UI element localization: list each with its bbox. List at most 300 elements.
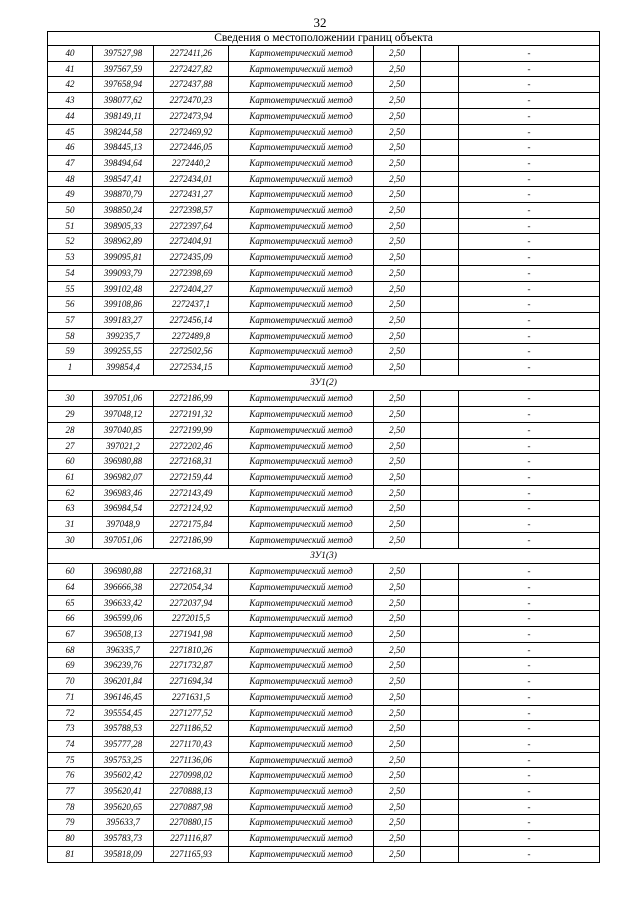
x-coordinate-cell: 397527,98	[93, 46, 154, 62]
accuracy-cell: 2,50	[374, 344, 421, 360]
accuracy-cell: 2,50	[374, 438, 421, 454]
table-row	[48, 108, 600, 124]
point-number-cell: 1	[48, 360, 93, 376]
method-cell: Картометрический метод	[229, 140, 374, 156]
extra-cell	[421, 328, 459, 344]
point-number-cell: 77	[48, 784, 93, 800]
y-coordinate-cell: 2270998,02	[154, 768, 229, 784]
x-coordinate-cell: 399854,4	[93, 360, 154, 376]
point-number-cell: 27	[48, 438, 93, 454]
x-coordinate-cell: 397567,59	[93, 61, 154, 77]
point-number-cell: 60	[48, 454, 93, 470]
extra-cell	[421, 61, 459, 77]
description-cell: -	[459, 77, 600, 93]
x-coordinate-cell: 395620,65	[93, 799, 154, 815]
x-coordinate-cell: 396982,07	[93, 469, 154, 485]
description-cell: -	[459, 517, 600, 533]
description-cell: -	[459, 831, 600, 847]
point-number-cell: 67	[48, 627, 93, 643]
method-cell: Картометрический метод	[229, 438, 374, 454]
extra-cell	[421, 674, 459, 690]
point-number-cell: 79	[48, 815, 93, 831]
y-coordinate-cell: 2272168,31	[154, 564, 229, 580]
point-number-cell: 51	[48, 218, 93, 234]
x-coordinate-cell: 397658,94	[93, 77, 154, 93]
x-coordinate-cell: 396983,46	[93, 485, 154, 501]
description-cell: -	[459, 721, 600, 737]
x-coordinate-cell: 395788,53	[93, 721, 154, 737]
point-number-cell: 72	[48, 705, 93, 721]
table-row	[48, 768, 600, 784]
y-coordinate-cell: 2272489,8	[154, 328, 229, 344]
accuracy-cell: 2,50	[374, 595, 421, 611]
description-cell: -	[459, 250, 600, 266]
table-row	[48, 721, 600, 737]
y-coordinate-cell: 2272470,23	[154, 93, 229, 109]
x-coordinate-cell: 396666,38	[93, 579, 154, 595]
y-coordinate-cell: 2270880,15	[154, 815, 229, 831]
extra-cell	[421, 705, 459, 721]
description-cell: -	[459, 627, 600, 643]
extra-cell	[421, 438, 459, 454]
point-number-cell: 47	[48, 155, 93, 171]
method-cell: Картометрический метод	[229, 736, 374, 752]
x-coordinate-cell: 397051,06	[93, 532, 154, 548]
x-coordinate-cell: 396508,13	[93, 627, 154, 643]
description-cell: -	[459, 595, 600, 611]
method-cell: Картометрический метод	[229, 532, 374, 548]
boundary-coordinates-table	[47, 31, 600, 863]
y-coordinate-cell: 2272143,49	[154, 485, 229, 501]
table-row	[48, 705, 600, 721]
y-coordinate-cell: 2272015,5	[154, 611, 229, 627]
method-cell: Картометрический метод	[229, 344, 374, 360]
table-row	[48, 391, 600, 407]
accuracy-cell: 2,50	[374, 564, 421, 580]
point-number-cell: 73	[48, 721, 93, 737]
table-row	[48, 674, 600, 690]
accuracy-cell: 2,50	[374, 265, 421, 281]
description-cell: -	[459, 203, 600, 219]
extra-cell	[421, 187, 459, 203]
y-coordinate-cell: 2270888,13	[154, 784, 229, 800]
accuracy-cell: 2,50	[374, 469, 421, 485]
method-cell: Картометрический метод	[229, 627, 374, 643]
description-cell: -	[459, 564, 600, 580]
description-cell: -	[459, 108, 600, 124]
y-coordinate-cell: 2272199,99	[154, 422, 229, 438]
method-cell: Картометрический метод	[229, 595, 374, 611]
method-cell: Картометрический метод	[229, 391, 374, 407]
x-coordinate-cell: 398244,58	[93, 124, 154, 140]
method-cell: Картометрический метод	[229, 454, 374, 470]
extra-cell	[421, 77, 459, 93]
y-coordinate-cell: 2271277,52	[154, 705, 229, 721]
x-coordinate-cell: 398445,13	[93, 140, 154, 156]
description-cell: -	[459, 187, 600, 203]
accuracy-cell: 2,50	[374, 846, 421, 862]
table-row	[48, 422, 600, 438]
method-cell: Картометрический метод	[229, 312, 374, 328]
section-title: ЗУ1(2)	[48, 375, 600, 391]
y-coordinate-cell: 2272398,57	[154, 203, 229, 219]
accuracy-cell: 2,50	[374, 831, 421, 847]
table-row	[48, 46, 600, 62]
extra-cell	[421, 218, 459, 234]
table-row	[48, 784, 600, 800]
table-row	[48, 328, 600, 344]
table-row	[48, 831, 600, 847]
extra-cell	[421, 93, 459, 109]
y-coordinate-cell: 2272440,2	[154, 155, 229, 171]
method-cell: Картометрический метод	[229, 485, 374, 501]
description-cell: -	[459, 360, 600, 376]
accuracy-cell: 2,50	[374, 501, 421, 517]
point-number-cell: 70	[48, 674, 93, 690]
table-row	[48, 77, 600, 93]
extra-cell	[421, 124, 459, 140]
x-coordinate-cell: 395753,25	[93, 752, 154, 768]
method-cell: Картометрический метод	[229, 768, 374, 784]
table-row	[48, 203, 600, 219]
method-cell: Картометрический метод	[229, 155, 374, 171]
method-cell: Картометрический метод	[229, 784, 374, 800]
accuracy-cell: 2,50	[374, 77, 421, 93]
method-cell: Картометрический метод	[229, 689, 374, 705]
method-cell: Картометрический метод	[229, 815, 374, 831]
method-cell: Картометрический метод	[229, 658, 374, 674]
page-number: 32	[313, 15, 327, 30]
method-cell: Картометрический метод	[229, 124, 374, 140]
table-row	[48, 218, 600, 234]
x-coordinate-cell: 396633,42	[93, 595, 154, 611]
extra-cell	[421, 768, 459, 784]
x-coordinate-cell: 399108,86	[93, 297, 154, 313]
x-coordinate-cell: 395783,73	[93, 831, 154, 847]
accuracy-cell: 2,50	[374, 674, 421, 690]
method-cell: Картометрический метод	[229, 831, 374, 847]
method-cell: Картометрический метод	[229, 579, 374, 595]
y-coordinate-cell: 2271186,52	[154, 721, 229, 737]
accuracy-cell: 2,50	[374, 61, 421, 77]
y-coordinate-cell: 2272411,26	[154, 46, 229, 62]
extra-cell	[421, 422, 459, 438]
extra-cell	[421, 469, 459, 485]
extra-cell	[421, 721, 459, 737]
point-number-cell: 54	[48, 265, 93, 281]
accuracy-cell: 2,50	[374, 752, 421, 768]
table-row	[48, 407, 600, 423]
description-cell: -	[459, 736, 600, 752]
point-number-cell: 44	[48, 108, 93, 124]
accuracy-cell: 2,50	[374, 611, 421, 627]
description-cell: -	[459, 344, 600, 360]
table-row	[48, 360, 600, 376]
extra-cell	[421, 784, 459, 800]
point-number-cell: 28	[48, 422, 93, 438]
description-cell: -	[459, 171, 600, 187]
extra-cell	[421, 203, 459, 219]
accuracy-cell: 2,50	[374, 46, 421, 62]
point-number-cell: 58	[48, 328, 93, 344]
x-coordinate-cell: 395633,7	[93, 815, 154, 831]
y-coordinate-cell: 2272168,31	[154, 454, 229, 470]
y-coordinate-cell: 2270887,98	[154, 799, 229, 815]
method-cell: Картометрический метод	[229, 407, 374, 423]
description-cell: -	[459, 799, 600, 815]
accuracy-cell: 2,50	[374, 124, 421, 140]
extra-cell	[421, 171, 459, 187]
x-coordinate-cell: 395602,42	[93, 768, 154, 784]
accuracy-cell: 2,50	[374, 203, 421, 219]
point-number-cell: 66	[48, 611, 93, 627]
x-coordinate-cell: 395818,09	[93, 846, 154, 862]
y-coordinate-cell: 2272202,46	[154, 438, 229, 454]
table-row	[48, 689, 600, 705]
y-coordinate-cell: 2272534,15	[154, 360, 229, 376]
y-coordinate-cell: 2272435,09	[154, 250, 229, 266]
table-row	[48, 281, 600, 297]
point-number-cell: 75	[48, 752, 93, 768]
accuracy-cell: 2,50	[374, 485, 421, 501]
method-cell: Картометрический метод	[229, 187, 374, 203]
y-coordinate-cell: 2272427,82	[154, 61, 229, 77]
extra-cell	[421, 501, 459, 517]
point-number-cell: 48	[48, 171, 93, 187]
point-number-cell: 74	[48, 736, 93, 752]
method-cell: Картометрический метод	[229, 108, 374, 124]
extra-cell	[421, 595, 459, 611]
point-number-cell: 80	[48, 831, 93, 847]
y-coordinate-cell: 2272175,84	[154, 517, 229, 533]
point-number-cell: 52	[48, 234, 93, 250]
method-cell: Картометрический метод	[229, 611, 374, 627]
section-header-row	[48, 548, 600, 564]
x-coordinate-cell: 398494,64	[93, 155, 154, 171]
x-coordinate-cell: 396984,54	[93, 501, 154, 517]
accuracy-cell: 2,50	[374, 360, 421, 376]
y-coordinate-cell: 2271810,26	[154, 642, 229, 658]
table-row	[48, 532, 600, 548]
table-row	[48, 469, 600, 485]
x-coordinate-cell: 396980,88	[93, 564, 154, 580]
accuracy-cell: 2,50	[374, 517, 421, 533]
accuracy-cell: 2,50	[374, 736, 421, 752]
point-number-cell: 43	[48, 93, 93, 109]
table-title-row	[48, 32, 600, 46]
method-cell: Картометрический метод	[229, 61, 374, 77]
extra-cell	[421, 532, 459, 548]
y-coordinate-cell: 2271631,5	[154, 689, 229, 705]
point-number-cell: 65	[48, 595, 93, 611]
x-coordinate-cell: 398905,33	[93, 218, 154, 234]
point-number-cell: 42	[48, 77, 93, 93]
description-cell: -	[459, 768, 600, 784]
table-row	[48, 140, 600, 156]
x-coordinate-cell: 399255,55	[93, 344, 154, 360]
y-coordinate-cell: 2272037,94	[154, 595, 229, 611]
x-coordinate-cell: 399235,7	[93, 328, 154, 344]
extra-cell	[421, 407, 459, 423]
point-number-cell: 71	[48, 689, 93, 705]
table-row	[48, 642, 600, 658]
point-number-cell: 68	[48, 642, 93, 658]
method-cell: Картометрический метод	[229, 501, 374, 517]
accuracy-cell: 2,50	[374, 689, 421, 705]
point-number-cell: 31	[48, 517, 93, 533]
table-row	[48, 627, 600, 643]
point-number-cell: 81	[48, 846, 93, 862]
x-coordinate-cell: 396335,7	[93, 642, 154, 658]
table-row	[48, 155, 600, 171]
method-cell: Картометрический метод	[229, 218, 374, 234]
x-coordinate-cell: 397051,06	[93, 391, 154, 407]
description-cell: -	[459, 579, 600, 595]
extra-cell	[421, 265, 459, 281]
table-row	[48, 234, 600, 250]
accuracy-cell: 2,50	[374, 627, 421, 643]
method-cell: Картометрический метод	[229, 642, 374, 658]
table-row	[48, 312, 600, 328]
point-number-cell: 30	[48, 391, 93, 407]
table-row	[48, 438, 600, 454]
y-coordinate-cell: 2272434,01	[154, 171, 229, 187]
y-coordinate-cell: 2271941,98	[154, 627, 229, 643]
y-coordinate-cell: 2271165,93	[154, 846, 229, 862]
y-coordinate-cell: 2272437,1	[154, 297, 229, 313]
section-title: ЗУ1(3)	[48, 548, 600, 564]
extra-cell	[421, 642, 459, 658]
description-cell: -	[459, 454, 600, 470]
table-row	[48, 250, 600, 266]
y-coordinate-cell: 2272186,99	[154, 391, 229, 407]
extra-cell	[421, 752, 459, 768]
description-cell: -	[459, 469, 600, 485]
extra-cell	[421, 815, 459, 831]
accuracy-cell: 2,50	[374, 312, 421, 328]
method-cell: Картометрический метод	[229, 846, 374, 862]
table-row	[48, 658, 600, 674]
x-coordinate-cell: 398149,11	[93, 108, 154, 124]
description-cell: -	[459, 438, 600, 454]
method-cell: Картометрический метод	[229, 752, 374, 768]
x-coordinate-cell: 396599,06	[93, 611, 154, 627]
accuracy-cell: 2,50	[374, 407, 421, 423]
extra-cell	[421, 297, 459, 313]
table-row	[48, 61, 600, 77]
point-number-cell: 61	[48, 469, 93, 485]
accuracy-cell: 2,50	[374, 768, 421, 784]
extra-cell	[421, 485, 459, 501]
extra-cell	[421, 46, 459, 62]
x-coordinate-cell: 396146,45	[93, 689, 154, 705]
method-cell: Картометрический метод	[229, 721, 374, 737]
method-cell: Картометрический метод	[229, 564, 374, 580]
accuracy-cell: 2,50	[374, 815, 421, 831]
method-cell: Картометрический метод	[229, 517, 374, 533]
method-cell: Картометрический метод	[229, 46, 374, 62]
description-cell: -	[459, 815, 600, 831]
point-number-cell: 46	[48, 140, 93, 156]
point-number-cell: 53	[48, 250, 93, 266]
point-number-cell: 56	[48, 297, 93, 313]
x-coordinate-cell: 395554,45	[93, 705, 154, 721]
method-cell: Картометрический метод	[229, 674, 374, 690]
extra-cell	[421, 312, 459, 328]
accuracy-cell: 2,50	[374, 391, 421, 407]
point-number-cell: 50	[48, 203, 93, 219]
x-coordinate-cell: 399183,27	[93, 312, 154, 328]
extra-cell	[421, 736, 459, 752]
description-cell: -	[459, 705, 600, 721]
extra-cell	[421, 391, 459, 407]
method-cell: Картометрический метод	[229, 234, 374, 250]
description-cell: -	[459, 140, 600, 156]
point-number-cell: 30	[48, 532, 93, 548]
point-number-cell: 64	[48, 579, 93, 595]
x-coordinate-cell: 397048,9	[93, 517, 154, 533]
table-row	[48, 815, 600, 831]
table-row	[48, 736, 600, 752]
y-coordinate-cell: 2272124,92	[154, 501, 229, 517]
y-coordinate-cell: 2272398,69	[154, 265, 229, 281]
accuracy-cell: 2,50	[374, 579, 421, 595]
table-row	[48, 265, 600, 281]
description-cell: -	[459, 124, 600, 140]
table-row	[48, 187, 600, 203]
table-row	[48, 297, 600, 313]
x-coordinate-cell: 398850,24	[93, 203, 154, 219]
accuracy-cell: 2,50	[374, 454, 421, 470]
method-cell: Картометрический метод	[229, 265, 374, 281]
description-cell: -	[459, 752, 600, 768]
extra-cell	[421, 689, 459, 705]
y-coordinate-cell: 2272469,92	[154, 124, 229, 140]
description-cell: -	[459, 328, 600, 344]
y-coordinate-cell: 2272191,32	[154, 407, 229, 423]
description-cell: -	[459, 658, 600, 674]
method-cell: Картометрический метод	[229, 469, 374, 485]
x-coordinate-cell: 399095,81	[93, 250, 154, 266]
table-row	[48, 517, 600, 533]
description-cell: -	[459, 391, 600, 407]
point-number-cell: 78	[48, 799, 93, 815]
y-coordinate-cell: 2271170,43	[154, 736, 229, 752]
table-row	[48, 799, 600, 815]
description-cell: -	[459, 46, 600, 62]
table-row	[48, 171, 600, 187]
y-coordinate-cell: 2271136,06	[154, 752, 229, 768]
x-coordinate-cell: 396980,88	[93, 454, 154, 470]
accuracy-cell: 2,50	[374, 297, 421, 313]
accuracy-cell: 2,50	[374, 784, 421, 800]
description-cell: -	[459, 93, 600, 109]
description-cell: -	[459, 485, 600, 501]
x-coordinate-cell: 395777,28	[93, 736, 154, 752]
y-coordinate-cell: 2272404,27	[154, 281, 229, 297]
x-coordinate-cell: 399093,79	[93, 265, 154, 281]
x-coordinate-cell: 396239,76	[93, 658, 154, 674]
x-coordinate-cell: 398870,79	[93, 187, 154, 203]
x-coordinate-cell: 398962,89	[93, 234, 154, 250]
y-coordinate-cell: 2271732,87	[154, 658, 229, 674]
method-cell: Картометрический метод	[229, 93, 374, 109]
description-cell: -	[459, 155, 600, 171]
x-coordinate-cell: 397040,85	[93, 422, 154, 438]
extra-cell	[421, 831, 459, 847]
extra-cell	[421, 658, 459, 674]
y-coordinate-cell: 2272456,14	[154, 312, 229, 328]
